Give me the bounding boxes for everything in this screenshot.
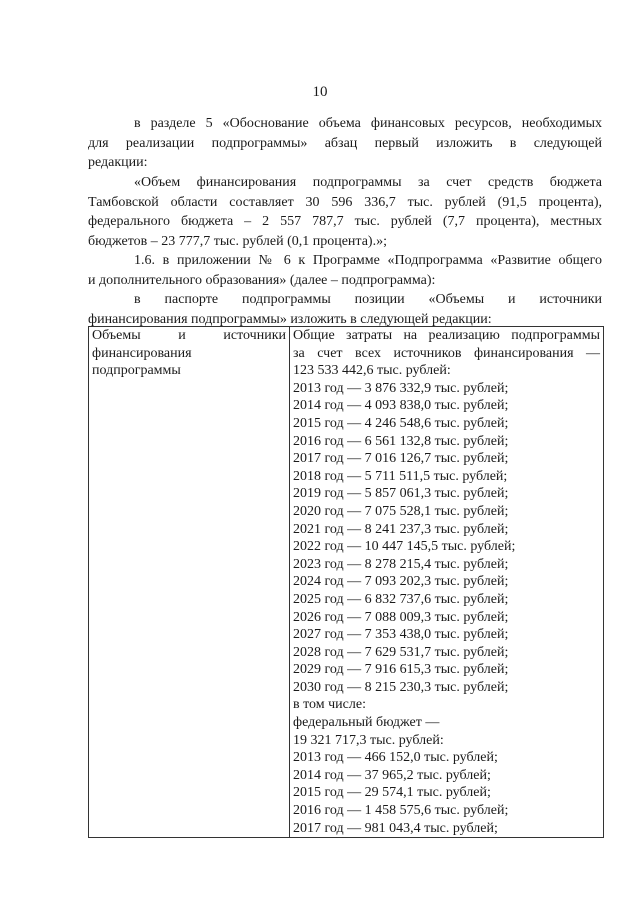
value-line: 2029 год — 7 916 615,3 тыс. рублей; [293,662,509,678]
position-title-line: подпрограммы [92,363,181,379]
text-line: «Объем финансирования подпрограммы за счет средств бюджета [134,175,602,190]
value-line: 2020 год — 7 075 528,1 тыс. рублей; [293,503,509,519]
page-number: 10 [312,84,328,100]
value-line: Общие затраты на реализацию подпрограммы [293,328,600,343]
value-line: 2016 год — 1 458 575,6 тыс. рублей; [293,803,509,819]
passport-position-cell [89,327,290,838]
text-line: и дополнительного образования» (далее – подпрограмма): [88,272,436,288]
value-line: 2024 год — 7 093 202,3 тыс. рублей; [293,574,509,590]
paragraph-passport [88,290,602,329]
value-line: 2018 год — 5 711 511,5 тыс. рублей; [293,468,508,484]
value-line: в том числе: [293,697,366,713]
value-line: 2013 год — 3 876 332,9 тыс. рублей; [293,380,509,396]
value-line: 2016 год — 6 561 132,8 тыс. рублей; [293,433,509,449]
value-line: 2027 год — 7 353 438,0 тыс. рублей; [293,627,509,643]
position-title-line: финансирования [92,345,192,361]
text-line: в паспорте подпрограммы позиции «Объемы и источники [134,292,602,307]
value-line: 2026 год — 7 088 009,3 тыс. рублей; [293,609,509,625]
value-line: федеральный бюджет — [293,715,440,731]
text-line: в разделе 5 «Обоснование объема финансовых ресурсов, необходимых [134,116,602,131]
value-line: за счет всех источников финансирования — [293,345,600,361]
passport-value-cell [290,327,604,838]
text-line: финансирования подпрограммы» изложить в следующей редакции: [88,311,492,327]
value-line: 2025 год — 6 832 737,6 тыс. рублей; [293,591,509,607]
paragraph-appendix6 [88,251,602,290]
value-line: 2022 год — 10 447 145,5 тыс. рублей; [293,539,516,555]
value-line: 2015 год — 4 246 548,6 тыс. рублей; [293,415,509,431]
value-line: 123 533 442,6 тыс. рублей: [293,363,451,379]
position-title-line: Объемы и источники [92,328,286,343]
value-line: 2015 год — 29 574,1 тыс. рублей; [293,785,491,801]
paragraph-financing-volume [88,173,602,251]
value-line: 2019 год — 5 857 061,3 тыс. рублей; [293,486,509,502]
text-line: бюджетов – 23 777,7 тыс. рублей (0,1 процента).»; [88,233,387,249]
value-line: 2028 год — 7 629 531,7 тыс. рублей; [293,644,509,660]
value-line: 2023 год — 8 278 215,4 тыс. рублей; [293,556,509,572]
paragraph-section5-intro [88,114,602,173]
value-line: 2017 год — 7 016 126,7 тыс. рублей; [293,451,509,467]
text-line: 1.6. в приложении № 6 к Программе «Подпрограмма «Развитие общего [134,253,602,268]
text-line: для реализации подпрограммы» абзац первый изложить в следующей [88,135,602,151]
value-line: 19 321 717,3 тыс. рублей: [293,732,444,748]
value-line: 2021 год — 8 241 237,3 тыс. рублей; [293,521,509,537]
table-row [89,327,604,838]
value-line: 2014 год — 37 965,2 тыс. рублей; [293,767,491,783]
text-line: Тамбовской области составляет 30 596 336,7 тыс. рублей (91,5 процента), [88,194,602,210]
text-line: редакции: [88,155,148,170]
value-line: 2013 год — 466 152,0 тыс. рублей; [293,750,498,766]
passport-table [88,326,604,838]
text-line: федерального бюджета – 2 557 787,7 тыс. рублей (7,7 процента), местных [88,214,602,229]
value-line: 2017 год — 981 043,4 тыс. рублей; [293,820,498,836]
value-line: 2014 год — 4 093 838,0 тыс. рублей; [293,398,509,414]
value-line: 2030 год — 8 215 230,3 тыс. рублей; [293,679,509,695]
